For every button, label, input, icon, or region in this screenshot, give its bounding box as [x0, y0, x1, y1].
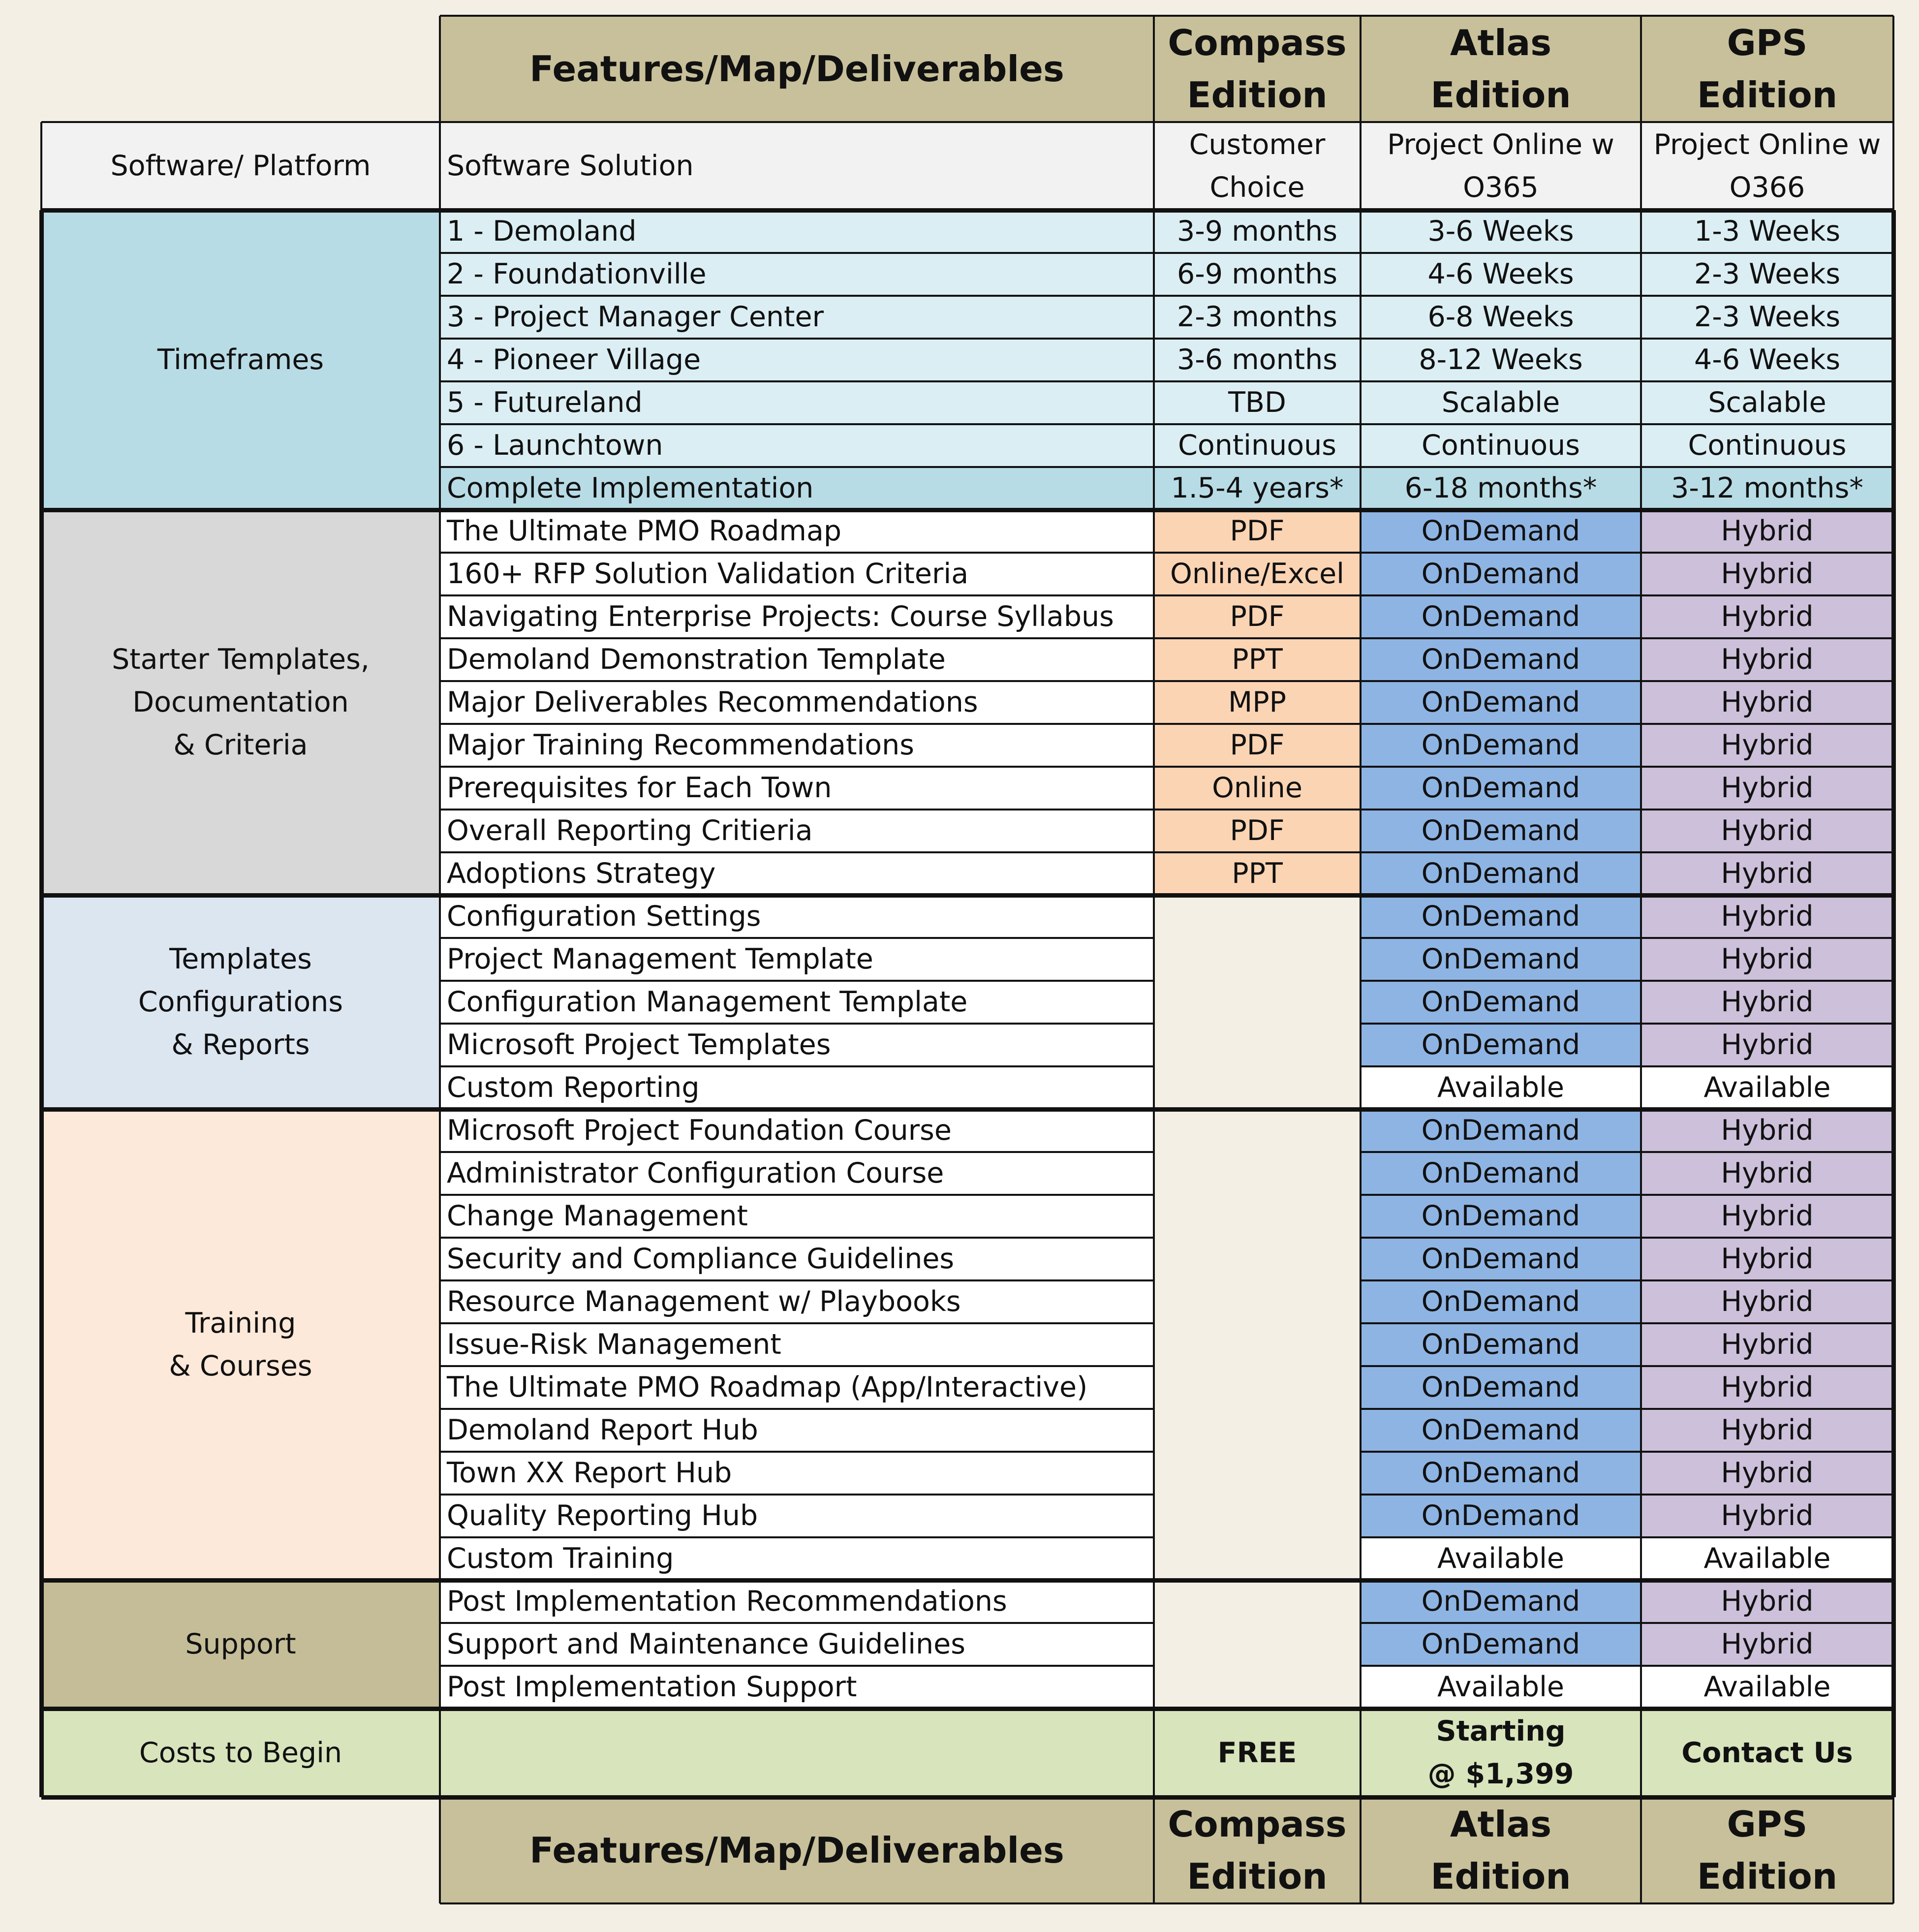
grid-line [1360, 16, 1362, 122]
atlas-value: OnDemand [1361, 595, 1641, 638]
grid-line [439, 1797, 441, 1903]
grid-line [440, 1902, 1893, 1904]
gps-value: Hybrid [1641, 852, 1893, 895]
grid-line [440, 851, 1893, 853]
atlas-value: OnDemand [1361, 1280, 1641, 1323]
feature-name: Security and Compliance Guidelines [440, 1238, 1154, 1280]
atlas-value: OnDemand [1361, 724, 1641, 767]
feature-name: Post Implementation Support [440, 1666, 1154, 1709]
costs-compass: FREE [1154, 1709, 1361, 1797]
atlas-value: 4-6 Weeks [1361, 253, 1641, 296]
compass-value: Online/Excel [1154, 553, 1361, 595]
feature-name: 1 - Demoland [440, 210, 1154, 253]
atlas-value: 6-18 months* [1361, 467, 1641, 510]
compass-value: PDF [1154, 724, 1361, 767]
compass-value: PPT [1154, 638, 1361, 681]
grid-line [1361, 1408, 1893, 1410]
gps-value: Hybrid [1641, 1024, 1893, 1066]
grid-line [440, 1237, 1154, 1239]
feature-name: Town XX Report Hub [440, 1452, 1154, 1495]
costs-atlas: Starting @ $1,399 [1361, 1709, 1641, 1797]
grid-line [440, 380, 1893, 382]
templates-configurations-section-label: Templates Configurations & Reports [41, 895, 440, 1109]
grid-line [41, 1578, 1893, 1583]
feature-name: The Ultimate PMO Roadmap [440, 510, 1154, 553]
compass-value: 1.5-4 years* [1154, 467, 1361, 510]
feature-name: Project Management Template [440, 938, 1154, 981]
feature-name: Demoland Report Hub [440, 1409, 1154, 1452]
feature-name: Quality Reporting Hub [440, 1495, 1154, 1537]
gps-value: Hybrid [1641, 553, 1893, 595]
footer-gps-edition: GPS Edition [1641, 1797, 1893, 1903]
platform-feature: Software Solution [440, 122, 1154, 210]
gps-value: Hybrid [1641, 938, 1893, 981]
grid-line [1361, 980, 1893, 982]
feature-name: 3 - Project Manager Center [440, 296, 1154, 339]
gps-value: Hybrid [1641, 1495, 1893, 1537]
header-features-label: Features/Map/Deliverables [440, 16, 1154, 122]
atlas-value: OnDemand [1361, 1366, 1641, 1409]
grid-line [39, 210, 44, 1797]
gps-value: Hybrid [1641, 595, 1893, 638]
compass-value: PDF [1154, 810, 1361, 852]
grid-line [40, 122, 42, 210]
grid-line [440, 295, 1893, 297]
feature-name: Complete Implementation [440, 467, 1154, 510]
grid-line [440, 1065, 1154, 1067]
grid-line [41, 508, 1893, 512]
grid-line [1361, 1194, 1893, 1196]
feature-name: Issue-Risk Management [440, 1323, 1154, 1366]
feature-name: Navigating Enterprise Projects: Course Syllabus [440, 595, 1154, 638]
grid-line [440, 637, 1893, 639]
feature-name: Support and Maintenance Guidelines [440, 1623, 1154, 1666]
feature-name: 6 - Launchtown [440, 424, 1154, 467]
atlas-value: OnDemand [1361, 767, 1641, 810]
grid-line [1361, 1322, 1893, 1324]
atlas-value: OnDemand [1361, 1495, 1641, 1537]
platform-gps: Project Online w O366 [1641, 122, 1893, 210]
gps-value: Hybrid [1641, 981, 1893, 1024]
grid-line [1361, 1451, 1893, 1453]
grid-line [41, 1707, 1893, 1711]
atlas-value: Scalable [1361, 381, 1641, 424]
atlas-value: OnDemand [1361, 1109, 1641, 1152]
grid-line [1361, 1665, 1893, 1667]
grid-line [1361, 937, 1893, 939]
grid-line [440, 766, 1893, 768]
atlas-value: Continuous [1361, 424, 1641, 467]
feature-name: The Ultimate PMO Roadmap (App/Interactive) [440, 1366, 1154, 1409]
grid-line [41, 1795, 1893, 1800]
atlas-value: OnDemand [1361, 1623, 1641, 1666]
grid-line [440, 1279, 1154, 1281]
grid-line [440, 252, 1893, 254]
grid-line [1892, 16, 1894, 122]
grid-line [1361, 1023, 1893, 1025]
costs-label: Costs to Begin [41, 1709, 440, 1797]
grid-line [1361, 1622, 1893, 1624]
feature-name: 5 - Futureland [440, 381, 1154, 424]
atlas-value: OnDemand [1361, 938, 1641, 981]
atlas-value: OnDemand [1361, 1238, 1641, 1280]
gps-value: Hybrid [1641, 1623, 1893, 1666]
grid-line [440, 15, 1893, 17]
gps-value: 4-6 Weeks [1641, 339, 1893, 381]
grid-line [440, 680, 1893, 682]
atlas-value: OnDemand [1361, 681, 1641, 724]
grid-line [440, 1665, 1154, 1667]
gps-value: Hybrid [1641, 1109, 1893, 1152]
atlas-value: OnDemand [1361, 553, 1641, 595]
atlas-value: OnDemand [1361, 852, 1641, 895]
compass-value: Continuous [1154, 424, 1361, 467]
gps-value: Continuous [1641, 424, 1893, 467]
feature-name: Custom Training [440, 1537, 1154, 1580]
grid-line [41, 121, 1893, 123]
atlas-value: OnDemand [1361, 510, 1641, 553]
feature-name: Prerequisites for Each Town [440, 767, 1154, 810]
feature-name: Administrator Configuration Course [440, 1152, 1154, 1195]
footer-atlas-edition: Atlas Edition [1361, 1797, 1641, 1903]
compass-value: PDF [1154, 510, 1361, 553]
grid-line [440, 1151, 1154, 1153]
atlas-value: Available [1361, 1066, 1641, 1109]
gps-value: Hybrid [1641, 1280, 1893, 1323]
header-gps-edition: GPS Edition [1641, 16, 1893, 122]
feature-name: Demoland Demonstration Template [440, 638, 1154, 681]
starter-templates-section-label: Starter Templates, Documentation & Criteria [41, 510, 440, 895]
feature-name: Adoptions Strategy [440, 852, 1154, 895]
compass-value: PDF [1154, 595, 1361, 638]
compass-value: TBD [1154, 381, 1361, 424]
gps-value: 2-3 Weeks [1641, 296, 1893, 339]
costs-feature [440, 1709, 1154, 1797]
grid-line [41, 893, 1893, 898]
gps-value: Hybrid [1641, 1580, 1893, 1623]
grid-line [1640, 16, 1642, 122]
compass-value: 3-9 months [1154, 210, 1361, 253]
grid-line [1153, 16, 1155, 122]
gps-value: Hybrid [1641, 638, 1893, 681]
compass-value: PPT [1154, 852, 1361, 895]
feature-name: Microsoft Project Templates [440, 1024, 1154, 1066]
atlas-value: OnDemand [1361, 1452, 1641, 1495]
grid-line [440, 552, 1893, 554]
atlas-value: OnDemand [1361, 981, 1641, 1024]
gps-value: Hybrid [1641, 1366, 1893, 1409]
gps-value: 3-12 months* [1641, 467, 1893, 510]
grid-line [440, 1194, 1154, 1196]
grid-line [440, 1536, 1154, 1538]
grid-line [1361, 1151, 1893, 1153]
header-compass-edition: Compass Edition [1154, 16, 1361, 122]
grid-line [440, 594, 1893, 596]
grid-line [1892, 1797, 1894, 1903]
feature-name: 4 - Pioneer Village [440, 339, 1154, 381]
grid-line [1360, 122, 1362, 210]
atlas-value: OnDemand [1361, 1024, 1641, 1066]
grid-line [440, 723, 1893, 725]
compass-value: 6-9 months [1154, 253, 1361, 296]
platform-atlas: Project Online w O365 [1361, 122, 1641, 210]
grid-line [41, 208, 1893, 213]
atlas-value: Available [1361, 1537, 1641, 1580]
grid-line [1360, 1797, 1362, 1903]
atlas-value: OnDemand [1361, 1152, 1641, 1195]
grid-line [440, 809, 1893, 810]
gps-value: Hybrid [1641, 767, 1893, 810]
grid-line [1153, 1797, 1155, 1903]
gps-value: Hybrid [1641, 1323, 1893, 1366]
gps-value: Available [1641, 1066, 1893, 1109]
atlas-value: OnDemand [1361, 895, 1641, 938]
grid-line [440, 466, 1893, 468]
grid-line [440, 980, 1154, 982]
gps-value: Hybrid [1641, 510, 1893, 553]
grid-line [1360, 210, 1362, 1797]
feature-name: Microsoft Project Foundation Course [440, 1109, 1154, 1152]
gps-value: Scalable [1641, 381, 1893, 424]
gps-value: Available [1641, 1537, 1893, 1580]
gps-value: Hybrid [1641, 1409, 1893, 1452]
footer-compass-edition: Compass Edition [1154, 1797, 1361, 1903]
compass-value: 3-6 months [1154, 339, 1361, 381]
feature-name: Configuration Management Template [440, 981, 1154, 1024]
grid-line [1640, 122, 1642, 210]
feature-name: Major Training Recommendations [440, 724, 1154, 767]
atlas-value: OnDemand [1361, 1195, 1641, 1238]
grid-line [440, 338, 1893, 340]
grid-line [440, 1023, 1154, 1025]
training-courses-section-label: Training & Courses [41, 1109, 440, 1580]
grid-line [1153, 210, 1155, 1797]
atlas-value: OnDemand [1361, 1409, 1641, 1452]
footer-features-label: Features/Map/Deliverables [440, 1797, 1154, 1903]
grid-line [1361, 1065, 1893, 1067]
feature-name: 160+ RFP Solution Validation Criteria [440, 553, 1154, 595]
grid-line [439, 210, 441, 1797]
gps-value: Hybrid [1641, 681, 1893, 724]
grid-line [1640, 210, 1642, 1797]
gps-value: Hybrid [1641, 1238, 1893, 1280]
compass-value: MPP [1154, 681, 1361, 724]
atlas-value: Available [1361, 1666, 1641, 1709]
atlas-value: 3-6 Weeks [1361, 210, 1641, 253]
gps-value: Hybrid [1641, 1452, 1893, 1495]
feature-name: Configuration Settings [440, 895, 1154, 938]
header-atlas-edition: Atlas Edition [1361, 16, 1641, 122]
feature-name: Post Implementation Recommendations [440, 1580, 1154, 1623]
atlas-value: OnDemand [1361, 1323, 1641, 1366]
atlas-value: 6-8 Weeks [1361, 296, 1641, 339]
atlas-value: 8-12 Weeks [1361, 339, 1641, 381]
grid-line [439, 122, 441, 210]
feature-name: Major Deliverables Recommendations [440, 681, 1154, 724]
feature-name: Overall Reporting Critieria [440, 810, 1154, 852]
timeframes-section-label: Timeframes [41, 210, 440, 510]
grid-line [1892, 122, 1894, 210]
atlas-value: OnDemand [1361, 638, 1641, 681]
feature-name: Custom Reporting [440, 1066, 1154, 1109]
support-section-label: Support [41, 1580, 440, 1709]
compass-value: 2-3 months [1154, 296, 1361, 339]
grid-line [41, 1107, 1893, 1112]
grid-line [1891, 210, 1896, 1797]
grid-line [439, 16, 441, 122]
gps-value: Hybrid [1641, 810, 1893, 852]
atlas-value: OnDemand [1361, 1580, 1641, 1623]
grid-line [440, 1408, 1154, 1410]
gps-value: Hybrid [1641, 895, 1893, 938]
grid-line [1153, 122, 1155, 210]
platform-compass: Customer Choice [1154, 122, 1361, 210]
feature-name: 2 - Foundationville [440, 253, 1154, 296]
feature-name: Resource Management w/ Playbooks [440, 1280, 1154, 1323]
grid-line [1361, 1279, 1893, 1281]
grid-line [440, 1451, 1154, 1453]
gps-value: 2-3 Weeks [1641, 253, 1893, 296]
grid-line [1361, 1536, 1893, 1538]
grid-line [440, 1622, 1154, 1624]
grid-line [440, 1322, 1154, 1324]
compass-value: Online [1154, 767, 1361, 810]
gps-value: 1-3 Weeks [1641, 210, 1893, 253]
gps-value: Hybrid [1641, 724, 1893, 767]
gps-value: Available [1641, 1666, 1893, 1709]
grid-line [440, 1494, 1154, 1496]
platform-label: Software/ Platform [41, 122, 440, 210]
grid-line [440, 1365, 1154, 1367]
costs-gps: Contact Us [1641, 1709, 1893, 1797]
atlas-value: OnDemand [1361, 810, 1641, 852]
grid-line [1361, 1237, 1893, 1239]
grid-line [1361, 1365, 1893, 1367]
gps-value: Hybrid [1641, 1195, 1893, 1238]
feature-name: Change Management [440, 1195, 1154, 1238]
grid-line [440, 423, 1893, 425]
gps-value: Hybrid [1641, 1152, 1893, 1195]
grid-line [1361, 1494, 1893, 1496]
grid-line [440, 937, 1154, 939]
grid-line [1640, 1797, 1642, 1903]
